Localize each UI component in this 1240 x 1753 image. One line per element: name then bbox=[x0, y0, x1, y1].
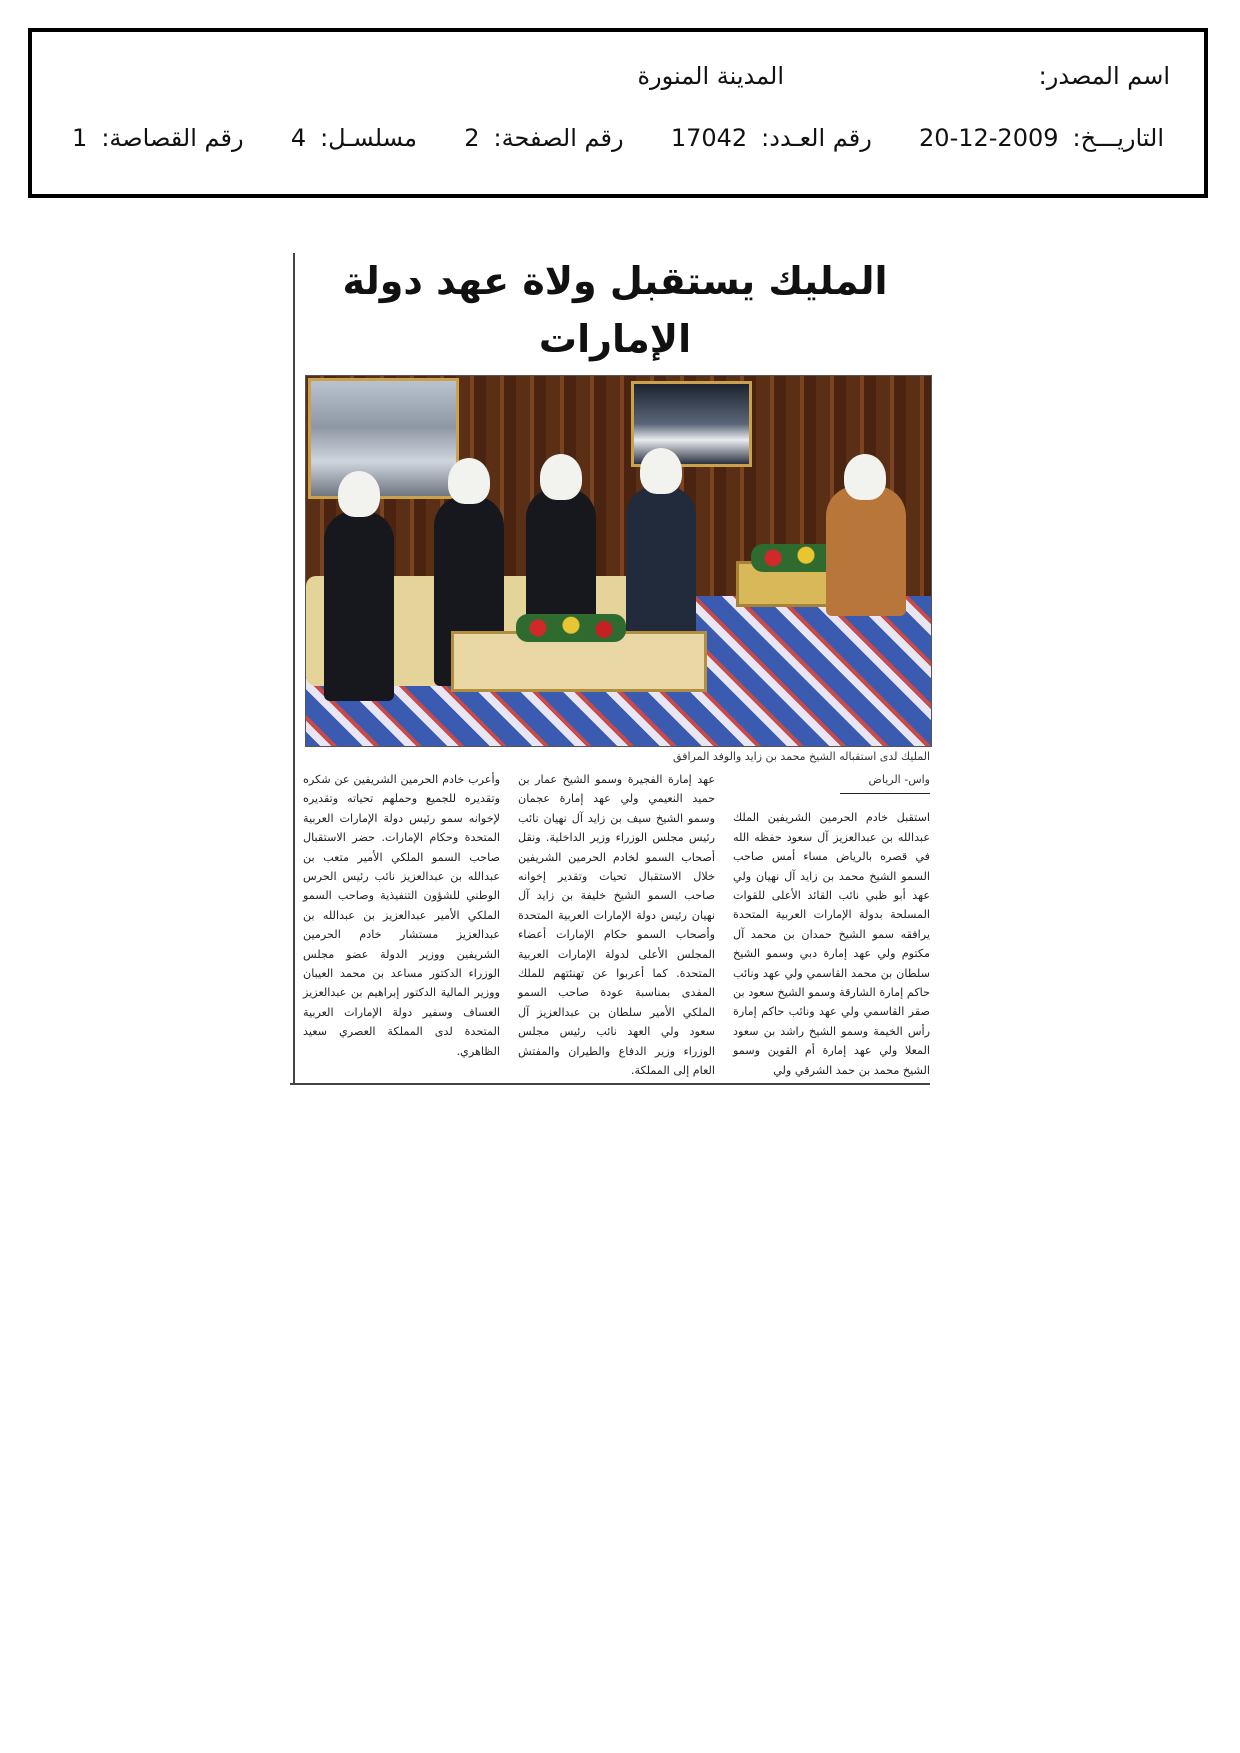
page-label: رقم الصفحة: bbox=[493, 124, 624, 152]
article-left-rule bbox=[293, 253, 295, 1083]
photo-person-head bbox=[540, 454, 582, 500]
serial-field bbox=[291, 124, 417, 152]
photo-person bbox=[826, 486, 906, 616]
byline: واس- الرياض bbox=[840, 770, 930, 794]
article-column-3: وأعرب خادم الحرمين الشريفين عن شكره وتقديره للجميع وحملهم تحياته وتقديره لإخوانه سمو رئيس دولة الإمارات العربية المتحدة وحكام الإمارات. حضر الاستقبال صاحب السمو الملكي الأمير متعب بن عبدالله بن عبدالعزيز نائب رئيس الحرس الوطني للشؤون التنفيذية وصاحب السمو الملكي الأمير عبدالعزيز بن عبدالله بن عبدالعزيز مستشار خادم الحرمين الشريفين ووزير الدولة عضو مجلس الوزراء الدكتور مساعد بن محمد العيبان ووزير المالية الدكتور إبراهيم بن عبدالعزيز العساف وسفير دولة الإمارات العربية المتحدة لدى المملكة العصري سعيد الظاهري. bbox=[303, 773, 500, 1058]
photo-flowers bbox=[516, 614, 626, 642]
photo-person-head bbox=[338, 471, 380, 517]
meta-row bbox=[72, 124, 1164, 152]
article-bottom-rule bbox=[290, 1083, 930, 1085]
issue-field bbox=[671, 124, 872, 152]
issue-value: 17042 bbox=[670, 124, 748, 152]
serial-value: 4 bbox=[290, 124, 307, 152]
serial-label: مسلسـل: bbox=[320, 124, 418, 152]
clip-value: 1 bbox=[72, 124, 88, 152]
headline-line-1: المليك يستقبل ولاة عهد دولة الإمارات bbox=[342, 259, 888, 361]
clipping-header bbox=[28, 28, 1208, 198]
date-field bbox=[919, 124, 1164, 152]
column-1-text: استقبل خادم الحرمين الشريفين الملك عبدالله بن عبدالعزيز آل سعود حفظه الله في قصره بالرياض مساء أمس صاحب السمو الشيخ محمد بن زايد آل نهيان ولي عهد أبو ظبي نائب القائد الأعلى للقوات المسلحة بدولة الإمارات العربية المتحدة يرافقه سمو الشيخ حمدان بن محمد آل مكتوم ولي عهد إمارة دبي وسمو الشيخ سلطان بن محمد القاسمي ولي عهد ونائب حاكم إمارة الشارقة وسمو الشيخ سعود بن صقر القاسمي ولي عهد ونائب حاكم إمارة رأس الخيمة وسمو الشيخ راشد بن سعود المعلا ولي عهد إمارة أم القوين وسمو الشيخ محمد بن حمد الشرقي ولي bbox=[733, 811, 930, 1077]
photo-caption: المليك لدى استقباله الشيخ محمد بن زايد والوفد المرافق bbox=[673, 750, 930, 763]
photo-person-head bbox=[844, 454, 886, 500]
article-column-1 bbox=[733, 770, 930, 1081]
source-label: اسم المصدر: bbox=[1038, 62, 1170, 90]
source-value: المدينة المنورة bbox=[637, 62, 784, 90]
clip-label: رقم القصاصة: bbox=[101, 124, 244, 152]
date-label: التاريـــخ: bbox=[1072, 124, 1164, 152]
page-value: 2 bbox=[464, 124, 480, 152]
article-photo bbox=[305, 375, 932, 747]
photo-person bbox=[324, 511, 394, 701]
date-value: 20-12-2009 bbox=[919, 124, 1059, 152]
article-body bbox=[303, 770, 930, 1081]
photo-person-head bbox=[448, 458, 490, 504]
issue-label: رقم العـدد: bbox=[761, 124, 872, 152]
photo-person-head bbox=[640, 448, 682, 494]
article-column-2: عهد إمارة الفجيرة وسمو الشيخ عمار بن حميد النعيمي ولي عهد إمارة عجمان وسمو الشيخ سيف بن زايد آل نهيان نائب رئيس مجلس الوزراء وزير الداخلية. ونقل أصحاب السمو لخادم الحرمين الشريفين خلال الاستقبال تحيات وتقدير إخوانه صاحب السمو الشيخ خليفة بن زايد آل نهيان رئيس دولة الإمارات العربية المتحدة وأصحاب السمو حكام الإمارات أعضاء المجلس الأعلى لدولة الإمارات العربية المتحدة. كما أعربوا عن تهنئتهم للملك المفدى بمناسبة عودة صاحب السمو الملكي الأمير سلطان بن عبدالعزيز آل سعود ولي العهد نائب رئيس مجلس الوزراء وزير الدفاع والطيران والمفتش العام إلى المملكة. bbox=[518, 773, 715, 1078]
clip-field bbox=[72, 124, 244, 152]
page-field bbox=[464, 124, 623, 152]
photo-wall-painting bbox=[308, 378, 459, 499]
